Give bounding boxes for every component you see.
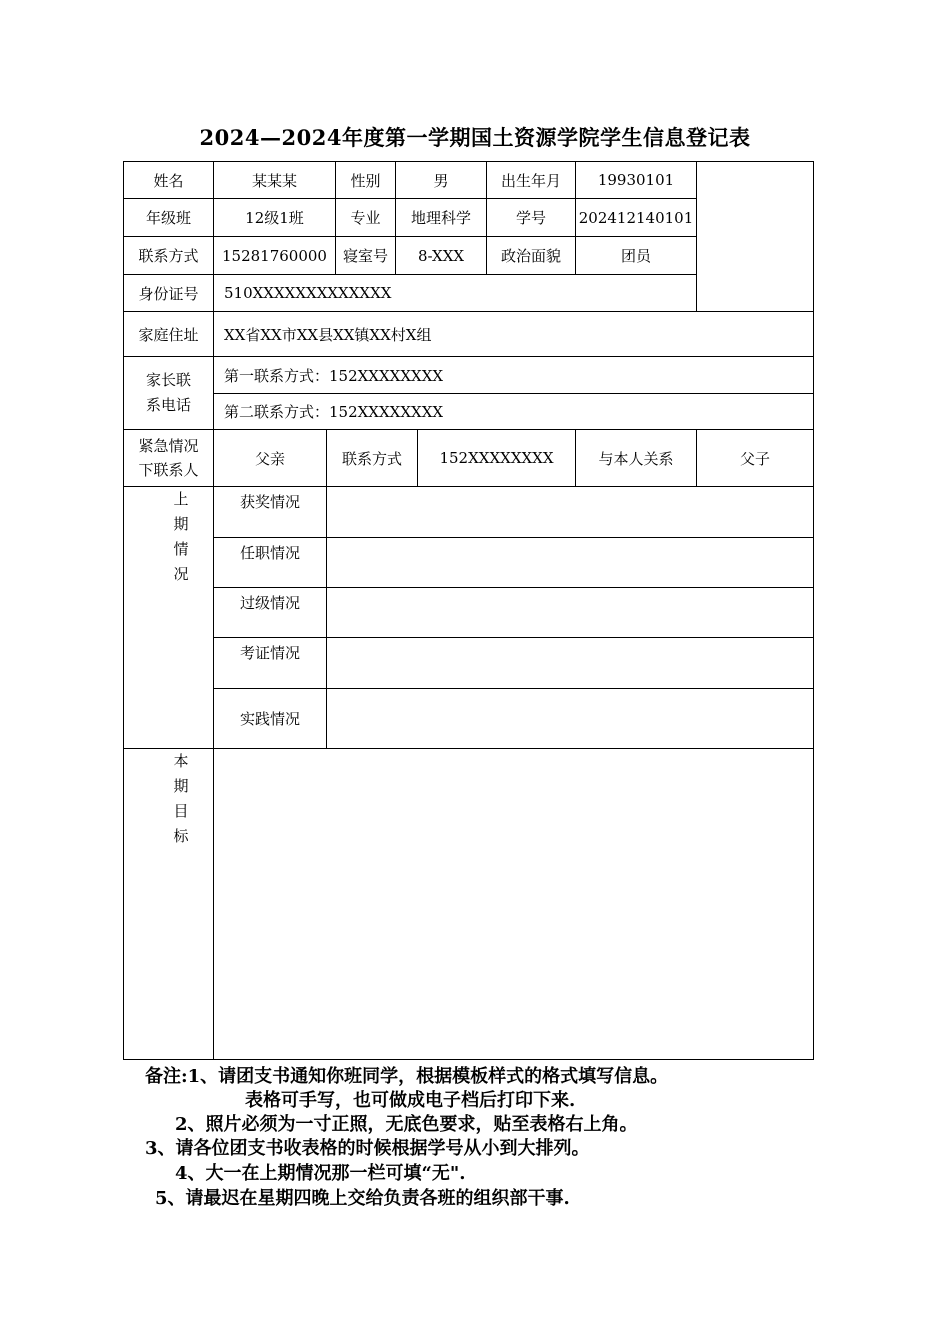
student-id-value: 202412140101	[578, 208, 694, 227]
political-value: 团员	[620, 247, 651, 265]
emergency-contact-label: 联系方式	[341, 449, 402, 468]
practice-label: 实践情况	[239, 710, 300, 728]
form-title: 2024—2024年度第一学期国土资源学院学生信息登记表	[199, 125, 751, 150]
dorm-value: 8-XXX	[417, 246, 465, 265]
last-term-char: 况	[173, 565, 189, 583]
position-label: 任职情况	[239, 544, 300, 562]
idcard-label: 身份证号	[138, 284, 199, 303]
practice-field[interactable]	[327, 689, 813, 748]
emergency-contact-value: 152XXXXXXXX	[439, 449, 554, 467]
photo-area[interactable]	[697, 162, 813, 311]
address-label: 家庭住址	[138, 325, 199, 344]
note-line-1: 备注:1、请团支书通知你班同学，根据模板样式的格式填写信息。	[145, 1066, 669, 1087]
name-value: 某某某	[251, 171, 297, 190]
dorm-label: 寝室号	[342, 247, 388, 265]
last-term-char: 期	[173, 515, 189, 533]
note-line-6: 5、请最迟在星期四晚上交给负责各班的组织部干事.	[155, 1188, 570, 1209]
birth-label: 出生年月	[500, 171, 561, 190]
emergency-relation-value: 父子	[739, 449, 770, 468]
note-line-3: 2、照片必须为一寸正照，无底色要求，贴至表格右上角。	[175, 1114, 638, 1135]
note-line-2: 表格可手写，也可做成电子档后打印下来.	[245, 1090, 576, 1111]
address-value: XX省XX市XX县XX镇XX村X组	[224, 325, 432, 344]
emergency-label-line2: 下联系人	[138, 461, 199, 479]
exam-field[interactable]	[327, 588, 813, 637]
this-term-label	[166, 749, 196, 849]
contact-value: 15281760000	[222, 246, 327, 265]
position-field[interactable]	[327, 538, 813, 587]
this-term-char: 标	[173, 827, 189, 845]
parent-phone-first: 第一联系方式：152XXXXXXXX	[224, 366, 444, 385]
last-term-char: 情	[173, 540, 189, 558]
contact-label: 联系方式	[138, 247, 199, 265]
exam-label: 过级情况	[239, 594, 300, 612]
gender-label: 性别	[350, 171, 381, 190]
political-label: 政治面貌	[500, 247, 561, 265]
note-line-5: 4、大一在上期情况那一栏可填“无".	[175, 1163, 466, 1184]
parent-label-line1: 家长联	[145, 371, 191, 389]
parent-label-line2: 系电话	[145, 396, 191, 414]
gender-value: 男	[433, 171, 449, 190]
grade-label: 年级班	[145, 209, 191, 227]
this-term-char: 目	[173, 802, 189, 820]
emergency-label	[124, 430, 213, 486]
birth-value: 19930101	[597, 171, 675, 189]
parent-phone-second: 第二联系方式：152XXXXXXXX	[224, 403, 444, 421]
emergency-label-line1: 紧急情况	[138, 437, 199, 455]
last-term-label	[166, 487, 196, 587]
this-term-char: 本	[173, 752, 189, 770]
award-field[interactable]	[327, 487, 813, 537]
name-label: 姓名	[153, 171, 184, 190]
parent-phone-label	[124, 357, 213, 429]
last-term-char: 上	[173, 490, 189, 508]
this-term-char: 期	[173, 777, 189, 795]
student-id-label: 学号	[515, 209, 546, 227]
note-line-4: 3、请各位团支书收表格的时候根据学号从小到大排列。	[145, 1138, 590, 1159]
major-label: 专业	[350, 209, 381, 227]
emergency-relation-label: 与本人关系	[598, 449, 674, 468]
goal-field[interactable]	[214, 749, 813, 1059]
major-value: 地理科学	[410, 209, 471, 227]
grade-value: 12级1班	[245, 209, 304, 227]
idcard-value: 510XXXXXXXXXXXXX	[224, 284, 392, 302]
award-label: 获奖情况	[239, 493, 300, 511]
emergency-person: 父亲	[254, 449, 285, 468]
certificate-label: 考证情况	[239, 644, 300, 662]
certificate-field[interactable]	[327, 638, 813, 688]
